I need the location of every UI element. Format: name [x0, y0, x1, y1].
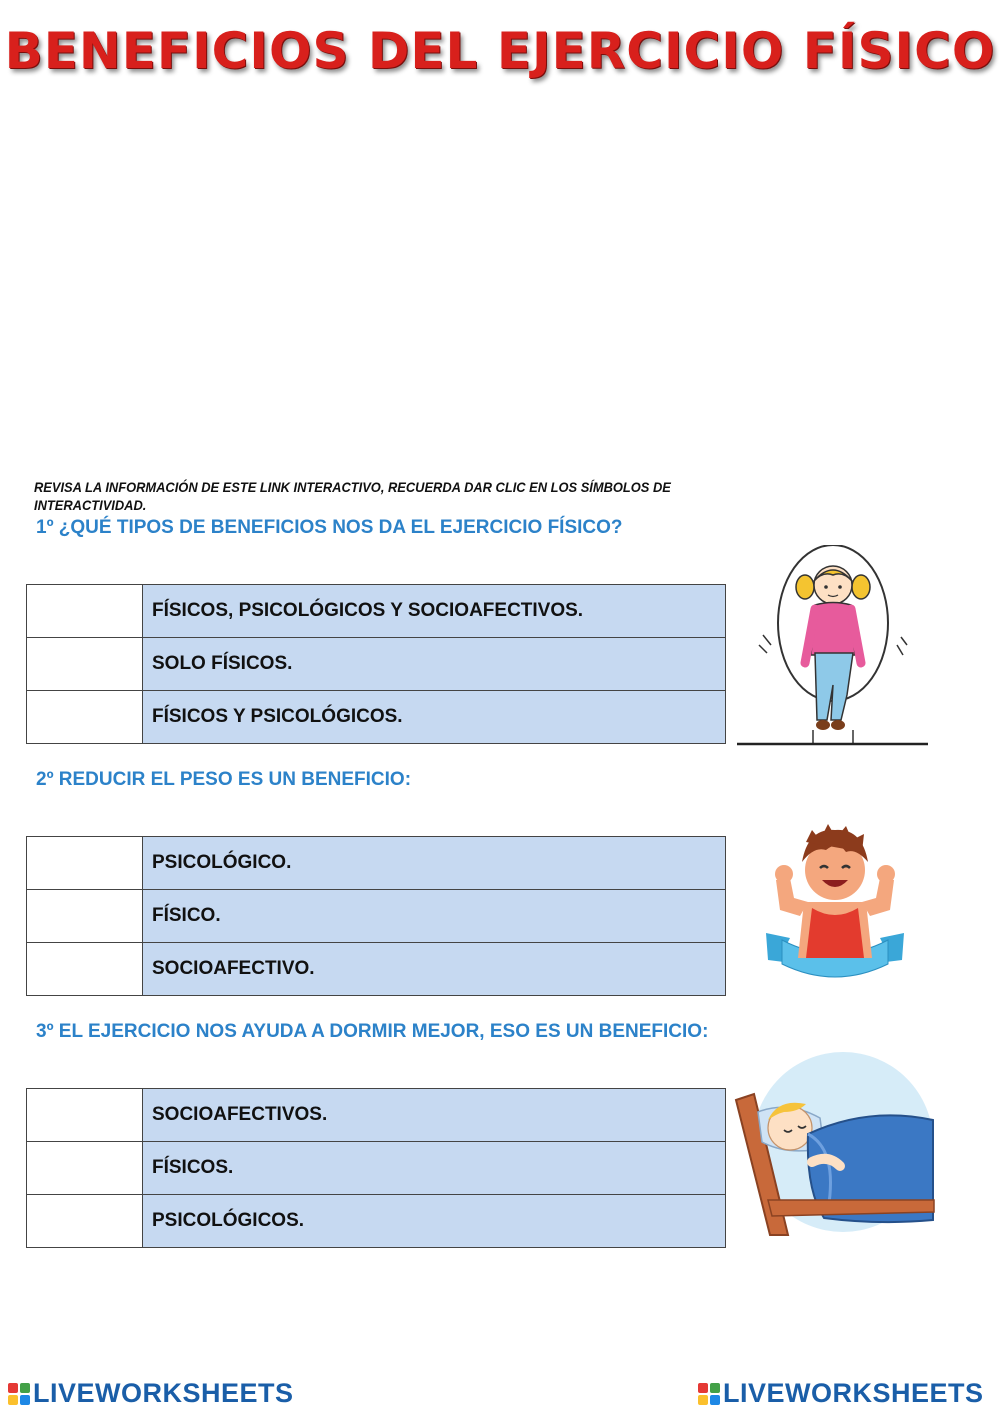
answer-box-3-2[interactable] — [27, 1142, 143, 1195]
answer-box-2-2[interactable] — [27, 890, 143, 943]
question-1: 1º ¿QUÉ TIPOS DE BENEFICIOS NOS DA EL EJERCICIO FÍSICO? — [36, 517, 623, 538]
option-label: SOLO FÍSICOS. — [143, 638, 726, 691]
answer-table-2 — [26, 836, 726, 996]
answer-box-2-3[interactable] — [27, 943, 143, 996]
option-label: SOCIOAFECTIVO. — [143, 943, 726, 996]
question-2: 2º REDUCIR EL PESO ES UN BENEFICIO: — [36, 769, 412, 790]
answer-box-2-1[interactable] — [27, 837, 143, 890]
answer-box-1-3[interactable] — [27, 691, 143, 744]
option-label: FÍSICO. — [143, 890, 726, 943]
strong-boy-illustration — [760, 818, 910, 988]
answer-box-3-3[interactable] — [27, 1195, 143, 1248]
brand-text: LIVEWORKSHEETS — [33, 1378, 294, 1408]
answer-row — [27, 1089, 726, 1142]
answer-row — [27, 1142, 726, 1195]
question-3: 3º EL EJERCICIO NOS AYUDA A DORMIR MEJOR, ESO ES UN BENEFICIO: — [36, 1021, 709, 1042]
answer-row — [27, 1195, 726, 1248]
answer-row — [27, 890, 726, 943]
option-label: PSICOLÓGICOS. — [143, 1195, 726, 1248]
answer-table-1 — [26, 584, 726, 744]
option-label: FÍSICOS. — [143, 1142, 726, 1195]
answer-table-3 — [26, 1088, 726, 1248]
answer-row — [27, 943, 726, 996]
girl-jumping-rope-illustration — [735, 545, 930, 750]
answer-row — [27, 837, 726, 890]
option-label: FÍSICOS Y PSICOLÓGICOS. — [143, 691, 726, 744]
option-label: SOCIOAFECTIVOS. — [143, 1089, 726, 1142]
answer-box-3-1[interactable] — [27, 1089, 143, 1142]
page-title: BENEFICIOS DEL EJERCICIO FÍSICO — [4, 22, 996, 80]
answer-row — [27, 691, 726, 744]
liveworksheets-logo-icon — [698, 1383, 720, 1405]
brand-text: LIVEWORKSHEETS — [723, 1378, 984, 1408]
answer-box-1-2[interactable] — [27, 638, 143, 691]
answer-row — [27, 638, 726, 691]
option-label: FÍSICOS, PSICOLÓGICOS Y SOCIOAFECTIVOS. — [143, 585, 726, 638]
option-label: PSICOLÓGICO. — [143, 837, 726, 890]
answer-box-1-1[interactable] — [27, 585, 143, 638]
liveworksheets-logo-right — [698, 1378, 984, 1409]
answer-row — [27, 585, 726, 638]
liveworksheets-logo-left — [8, 1378, 294, 1409]
instruction-text: REVISA LA INFORMACIÓN DE ESTE LINK INTERACTIVO, RECUERDA DAR CLIC EN LOS SÍMBOLOS DE INTERACTIVIDAD. — [34, 479, 671, 513]
sleeping-child-illustration — [728, 1050, 938, 1240]
liveworksheets-logo-icon — [8, 1383, 30, 1405]
